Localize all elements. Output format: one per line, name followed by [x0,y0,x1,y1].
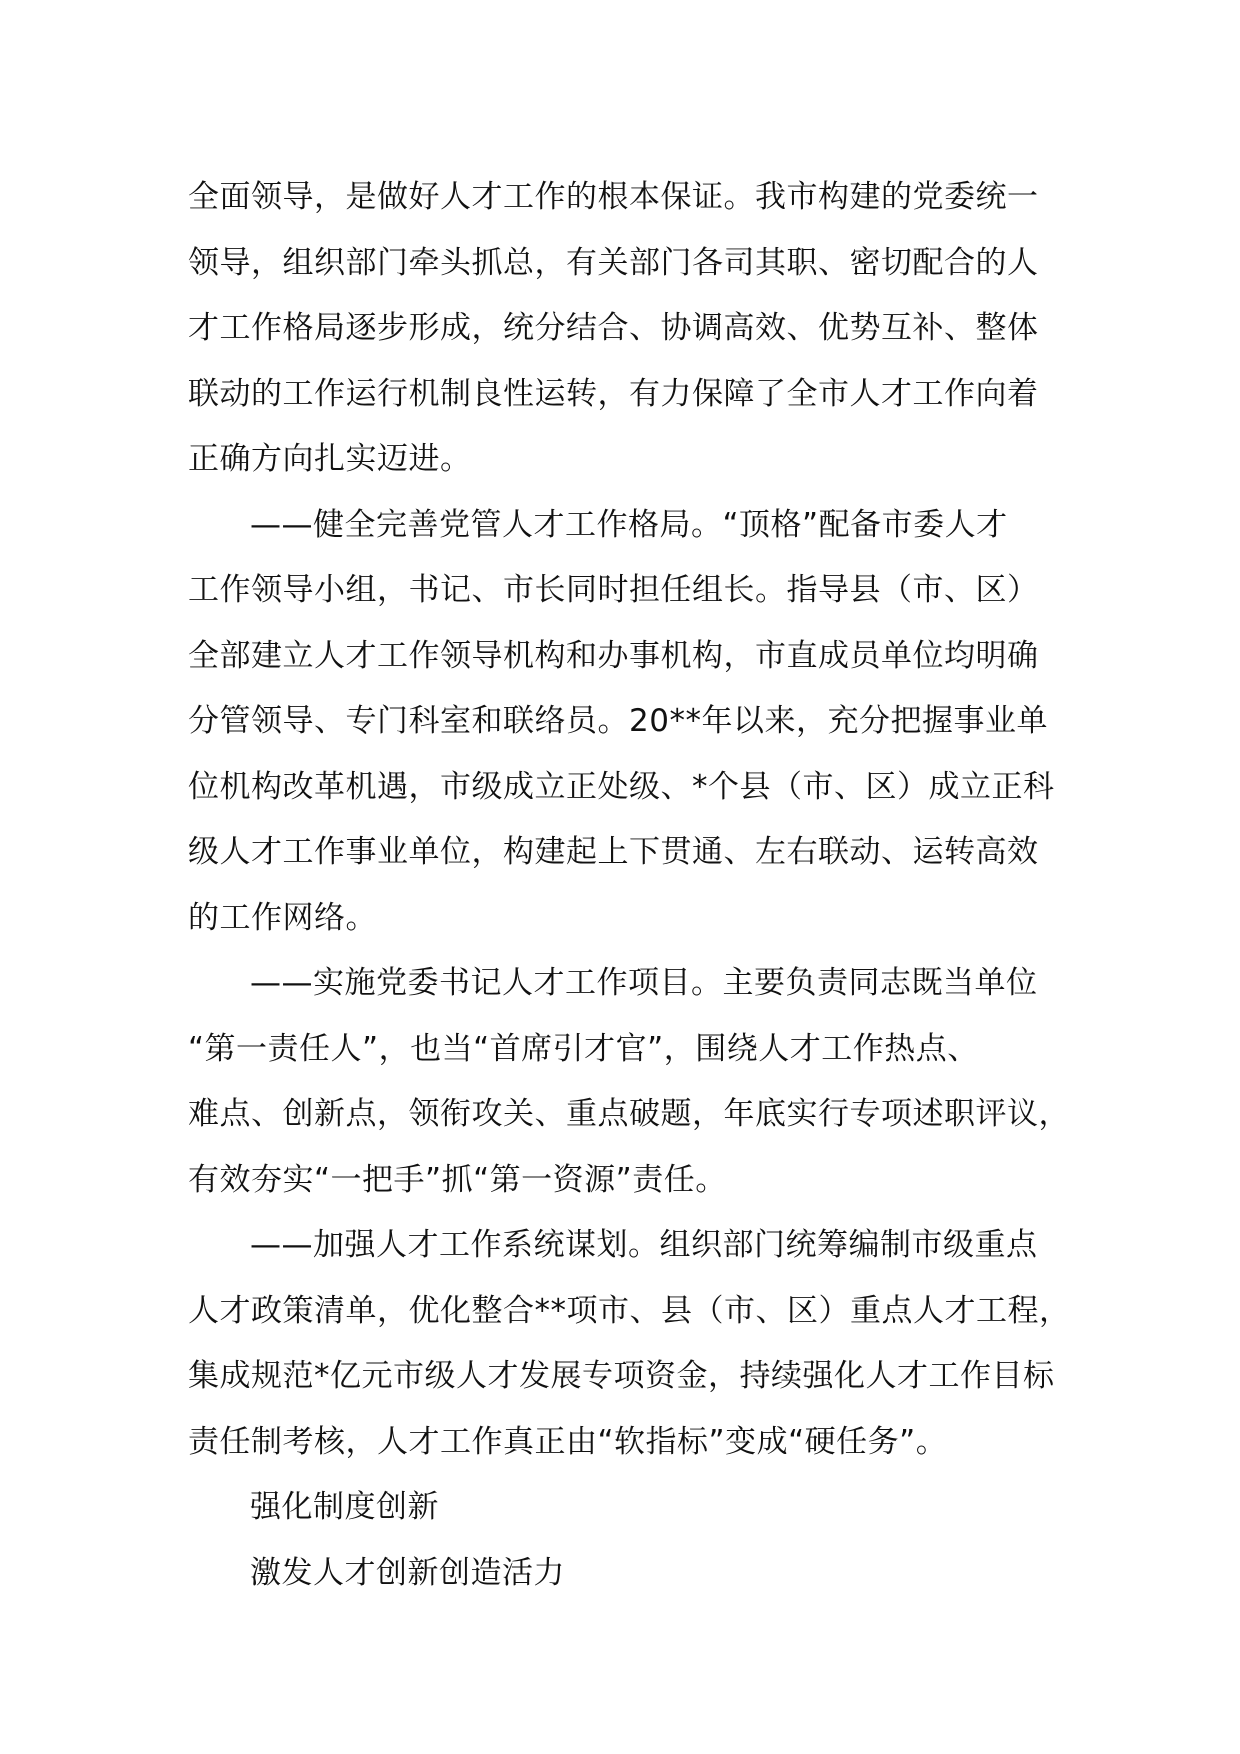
text-line: 级人才工作事业单位，构建起上下贯通、左右联动、运转高效 [188,834,1039,870]
text-line: 集成规范*亿元市级人才发展专项资金，持续强化人才工作目标 [188,1358,1055,1394]
text-line: 分管领导、专门科室和联络员。20**年以来，充分把握事业单 [188,703,1048,739]
text-line: 工作领导小组，书记、市长同时担任组长。指导县（市、区） [188,572,1039,608]
text-line: 全部建立人才工作领导机构和办事机构，市直成员单位均明确 [188,637,1039,674]
text-line: 责任制考核，人才工作真正由“软指标”变成“硬任务”。 [188,1423,948,1460]
section-heading: 激发人才创新创造活力 [250,1554,565,1591]
text-line: 全面领导，是做好人才工作的根本保证。我市构建的党委统一 [188,179,1039,215]
text-line: 的工作网络。 [188,899,377,936]
text-line: 领导，组织部门牵头抓总，有关部门各司其职、密切配合的人 [188,244,1039,281]
section-heading: 强化制度创新 [250,1489,439,1525]
paragraph-start-line: ——实施党委书记人才工作项目。主要负责同志既当单位 [250,965,1038,1001]
text-line: 才工作格局逐步形成，统分结合、协调高效、优势互补、整体 [188,310,1039,346]
text-line: 有效夯实“一把手”抓“第一资源”责任。 [188,1161,727,1198]
text-line: “第一责任人”，也当“首席引才官”，围绕人才工作热点、 [188,1030,979,1067]
text-line: 人才政策清单，优化整合**项市、县（市、区）重点人才工程， [188,1292,1071,1329]
text-line: 正确方向扎实迈进。 [188,441,472,477]
paragraph-start-line: ——健全完善党管人才工作格局。“顶格”配备市委人才 [250,506,1008,543]
body-text [188,165,1088,1606]
text-line: 难点、创新点，领衔攻关、重点破题，年底实行专项述职评议， [188,1096,1070,1132]
text-line: 位机构改革机遇，市级成立正处级、*个县（市、区）成立正科 [188,768,1055,805]
paragraph-start-line: ——加强人才工作系统谋划。组织部门统筹编制市级重点 [250,1227,1038,1263]
text-line: 联动的工作运行机制良性运转，有力保障了全市人才工作向着 [188,375,1039,412]
